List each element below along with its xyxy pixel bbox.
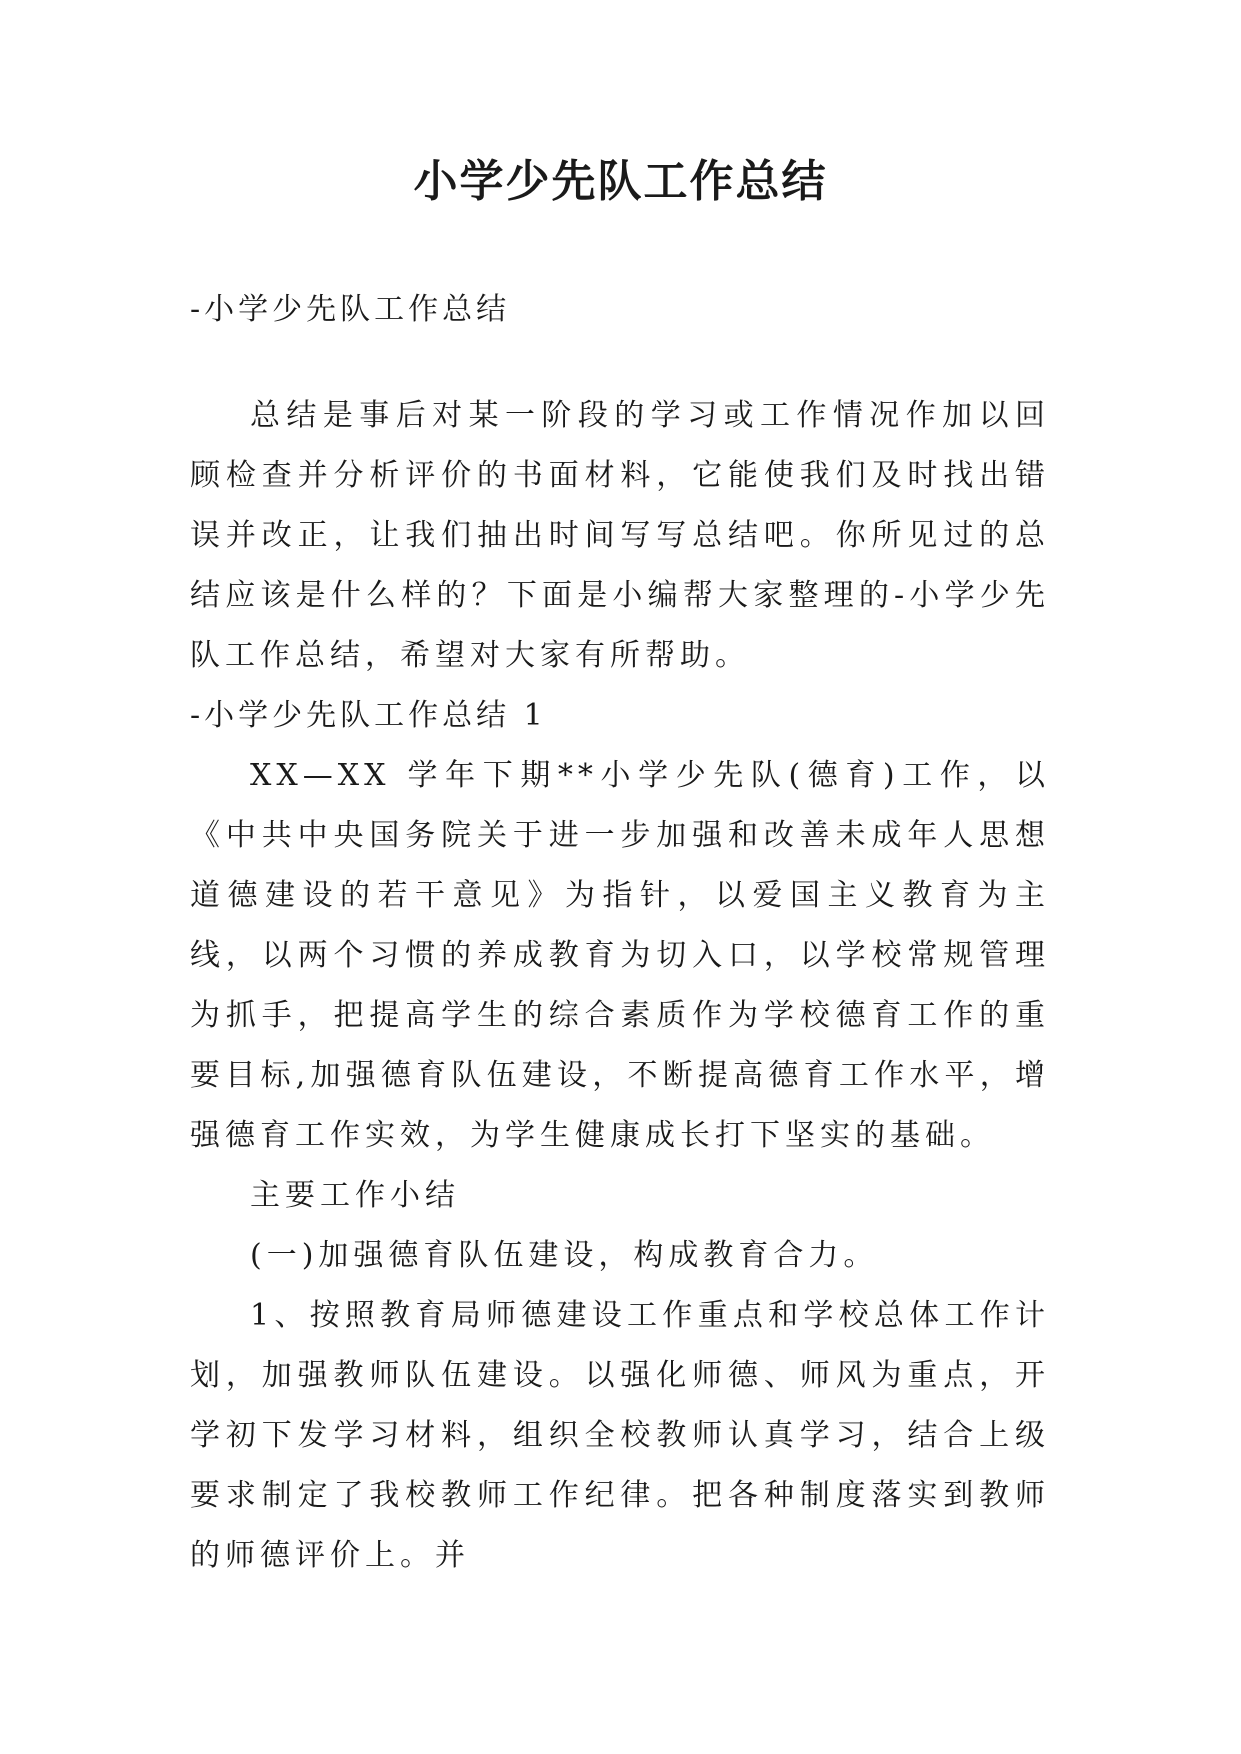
document-subtitle: -小学少先队工作总结 bbox=[190, 292, 511, 327]
intro-paragraph: 总结是事后对某一阶段的学习或工作情况作加以回顾检查并分析评价的书面材料，它能使我们及时找出错误并改正，让我们抽出时间写写总结吧。你所见过的总结应该是什么样的？下面是小编帮大家整理的-小学少先队工作总结，希望对大家有所帮助。 bbox=[190, 398, 1050, 673]
body-paragraph-heading: 主要工作小结 bbox=[250, 1178, 460, 1213]
document-title: 小学少先队工作总结 bbox=[413, 156, 828, 207]
section-heading: -小学少先队工作总结 1 bbox=[190, 698, 547, 733]
body-paragraph-subheading: (一)加强德育队伍建设，构成教育合力。 bbox=[250, 1238, 879, 1273]
body-paragraph: 1、按照教育局师德建设工作重点和学校总体工作计划，加强教师队伍建设。以强化师德、师风为重点，开学初下发学习材料，组织全校教师认真学习，结合上级要求制定了我校教师工作纪律。把各种制度落实到教师的师德评价上。并 bbox=[190, 1298, 1050, 1573]
body-paragraph: XX—XX 学年下期**小学少先队(德育)工作，以《中共中央国务院关于进一步加强和改善未成年人思想道德建设的若干意见》为指针，以爱国主义教育为主线，以两个习惯的养成教育为切入口，以学校常规管理为抓手，把提高学生的综合素质作为学校德育工作的重要目标,加强德育队伍建设，不断提高德育工作水平，增强德育工作实效，为学生健康成长打下坚实的基础。 bbox=[190, 758, 1050, 1153]
document-body bbox=[190, 290, 1050, 1586]
